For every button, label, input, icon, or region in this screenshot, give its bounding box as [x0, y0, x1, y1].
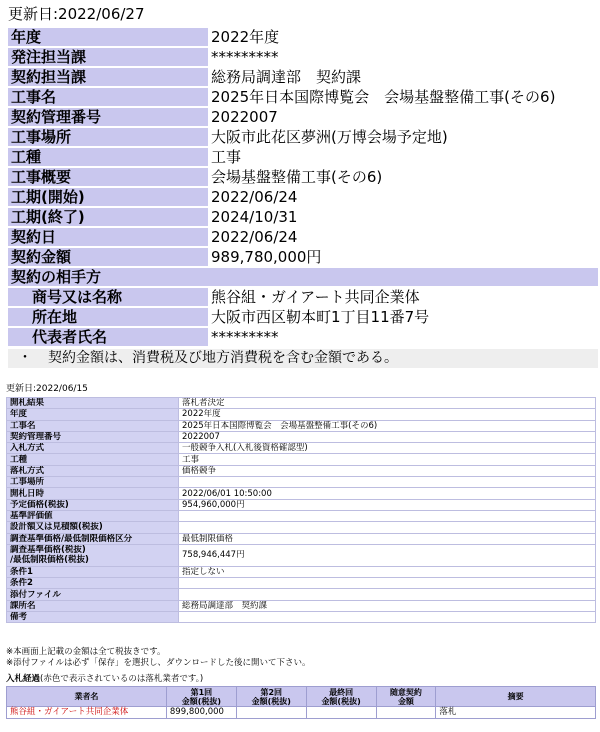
- bid-column-header: 摘要: [436, 687, 596, 707]
- row-label: 調査基準価格(税抜) /最低制限価格(税抜): [7, 544, 179, 566]
- row-value: 2022/06/24: [208, 188, 598, 206]
- row-value: *********: [208, 328, 598, 346]
- bid-column-header: 第2回 金額(税抜): [236, 687, 306, 707]
- bid-info-row: [7, 566, 596, 577]
- bid-negotiated-amount: [376, 707, 436, 719]
- row-value: [179, 578, 596, 589]
- bid-updated-date: 更新日:2022/06/15: [6, 384, 88, 394]
- row-value: 954,960,000円: [179, 499, 596, 510]
- bid-column-header: 最終回 金額(税抜): [306, 687, 376, 707]
- row-label: 開札結果: [7, 398, 179, 409]
- row-value: 2024/10/31: [208, 208, 598, 226]
- row-label: 調査基準価格/最低制限価格区分: [7, 533, 179, 544]
- row-value: 総務局調達部 契約課: [179, 600, 596, 611]
- row-label: 商号又は名称: [8, 288, 208, 306]
- row-value: [179, 477, 596, 488]
- row-label: 年度: [7, 409, 179, 420]
- row-value: 2022007: [208, 108, 598, 126]
- bid-info-row: [7, 612, 596, 623]
- bid-result-section: [0, 380, 600, 732]
- bid-history-header-row: [7, 687, 596, 707]
- row-value: [179, 612, 596, 623]
- bid-info-row: [7, 544, 596, 566]
- attachment-note: ※添付ファイルは必ず「保存」を選択し、ダウンロードした後に開いて下さい。: [6, 658, 311, 668]
- row-label: 工事名: [7, 420, 179, 431]
- bid-info-row: [7, 589, 596, 600]
- row-value: [179, 522, 596, 533]
- partner-row-representative: [8, 328, 598, 346]
- row-value: 熊谷組・ガイアート共同企業体: [208, 288, 598, 306]
- bid-info-row: [7, 510, 596, 521]
- contract-row-amount: [8, 248, 598, 266]
- amount-tax-note: ※本画面上記載の金額は全て税抜きです。: [6, 647, 166, 657]
- row-label: 基準評価値: [7, 510, 179, 521]
- row-value: 2022007: [179, 431, 596, 442]
- contract-row-ordering-dept: [8, 48, 598, 66]
- row-label: 契約日: [8, 228, 208, 246]
- row-value: 2022年度: [208, 28, 598, 46]
- bullet-glyph: ・: [18, 350, 32, 366]
- bid-info-table: [6, 397, 596, 623]
- row-value: 2022年度: [179, 409, 596, 420]
- row-label: 工事名: [8, 88, 208, 106]
- contract-partner-header: [8, 268, 598, 286]
- contract-row-contract-dept: [8, 68, 598, 86]
- row-value: 大阪市此花区夢洲(万博会場予定地): [208, 128, 598, 146]
- contract-row-period-start: [8, 188, 598, 206]
- bid-final-amount: [306, 707, 376, 719]
- contract-updated-date: 更新日:2022/06/27: [8, 5, 145, 23]
- row-value: 総務局調達部 契約課: [208, 68, 598, 86]
- row-label: 課所名: [7, 600, 179, 611]
- row-label: 入札方式: [7, 443, 179, 454]
- row-label: 予定価格(税抜): [7, 499, 179, 510]
- row-label: 添付ファイル: [7, 589, 179, 600]
- row-value: 最低制限価格: [179, 533, 596, 544]
- row-label: 落札方式: [7, 465, 179, 476]
- row-label: 年度: [8, 28, 208, 46]
- row-label: 工事場所: [8, 128, 208, 146]
- row-value: 落札者決定: [179, 398, 596, 409]
- row-label: 条件1: [7, 566, 179, 577]
- row-value: 2025年日本国際博覧会 会場基盤整備工事(その6): [208, 88, 598, 106]
- bid-history-title: [6, 674, 203, 685]
- row-label: 契約金額: [8, 248, 208, 266]
- contract-info-table: [8, 26, 598, 348]
- bid-history-heading: 入札経過: [6, 674, 41, 684]
- bid-history-row: [7, 707, 596, 719]
- row-label: 工事概要: [8, 168, 208, 186]
- contract-row-management-no: [8, 108, 598, 126]
- bid-round1-amount: 899,800,000: [166, 707, 236, 719]
- row-label: 所在地: [8, 308, 208, 326]
- tax-note: [8, 349, 598, 368]
- bid-round2-amount: [236, 707, 306, 719]
- row-value: 工事: [208, 148, 598, 166]
- contract-row-work-name: [8, 88, 598, 106]
- contract-row-location: [8, 128, 598, 146]
- bid-info-row: [7, 533, 596, 544]
- row-value: 2025年日本国際博覧会 会場基盤整備工事(その6): [179, 420, 596, 431]
- bid-info-row: [7, 454, 596, 465]
- bid-info-row: [7, 465, 596, 476]
- contract-row-period-end: [8, 208, 598, 226]
- row-label: 工種: [8, 148, 208, 166]
- row-value: [179, 589, 596, 600]
- bid-column-header: 第1回 金額(税抜): [166, 687, 236, 707]
- bid-column-header: 業者名: [7, 687, 167, 707]
- bid-info-row: [7, 431, 596, 442]
- row-label: 工期(終了): [8, 208, 208, 226]
- bid-info-row: [7, 499, 596, 510]
- bid-info-row: [7, 578, 596, 589]
- row-value: 2022/06/24: [208, 228, 598, 246]
- row-value: 一般競争入札(入札後資格確認型): [179, 443, 596, 454]
- bid-info-row: [7, 600, 596, 611]
- row-label: 工事場所: [7, 477, 179, 488]
- bid-info-row: [7, 409, 596, 420]
- row-value: [179, 510, 596, 521]
- row-label: 開札日時: [7, 488, 179, 499]
- bid-remark: 落札: [436, 707, 596, 719]
- contract-row-fiscal-year: [8, 28, 598, 46]
- row-value: 価格競争: [179, 465, 596, 476]
- row-label: 工期(開始): [8, 188, 208, 206]
- tax-note-text: 契約金額は、消費税及び地方消費税を含む金額である。: [48, 350, 398, 366]
- bid-info-row: [7, 522, 596, 533]
- row-label: 設計額又は見積額(税抜): [7, 522, 179, 533]
- row-value: 会場基盤整備工事(その6): [208, 168, 598, 186]
- row-value: *********: [208, 48, 598, 66]
- bid-info-row: [7, 488, 596, 499]
- row-value: 989,780,000円: [208, 248, 598, 266]
- bid-info-row: [7, 477, 596, 488]
- row-label: 工種: [7, 454, 179, 465]
- partner-row-address: [8, 308, 598, 326]
- row-value: 大阪市西区靭本町1丁目11番7号: [208, 308, 598, 326]
- bid-info-row: [7, 398, 596, 409]
- row-label: 契約管理番号: [7, 431, 179, 442]
- bid-info-row: [7, 420, 596, 431]
- partner-row-company: [8, 288, 598, 306]
- row-value: 758,946,447円: [179, 544, 596, 566]
- contract-row-contract-date: [8, 228, 598, 246]
- row-label: 契約管理番号: [8, 108, 208, 126]
- row-label: 備考: [7, 612, 179, 623]
- contract-row-work-type: [8, 148, 598, 166]
- bid-info-row: [7, 443, 596, 454]
- row-label: 代表者氏名: [8, 328, 208, 346]
- partner-section-title: 契約の相手方: [8, 268, 598, 286]
- bid-column-header: 随意契約 金額: [376, 687, 436, 707]
- row-value: 工事: [179, 454, 596, 465]
- row-value: 2022/06/01 10:50:00: [179, 488, 596, 499]
- bid-history-legend: (赤色で表示されているのは落札業者です。): [40, 674, 204, 684]
- row-label: 条件2: [7, 578, 179, 589]
- bid-history-table: [6, 686, 596, 719]
- bid-company: 熊谷組・ガイアート共同企業体: [7, 707, 167, 719]
- row-label: 契約担当課: [8, 68, 208, 86]
- row-value: 指定しない: [179, 566, 596, 577]
- row-label: 発注担当課: [8, 48, 208, 66]
- contract-row-summary: [8, 168, 598, 186]
